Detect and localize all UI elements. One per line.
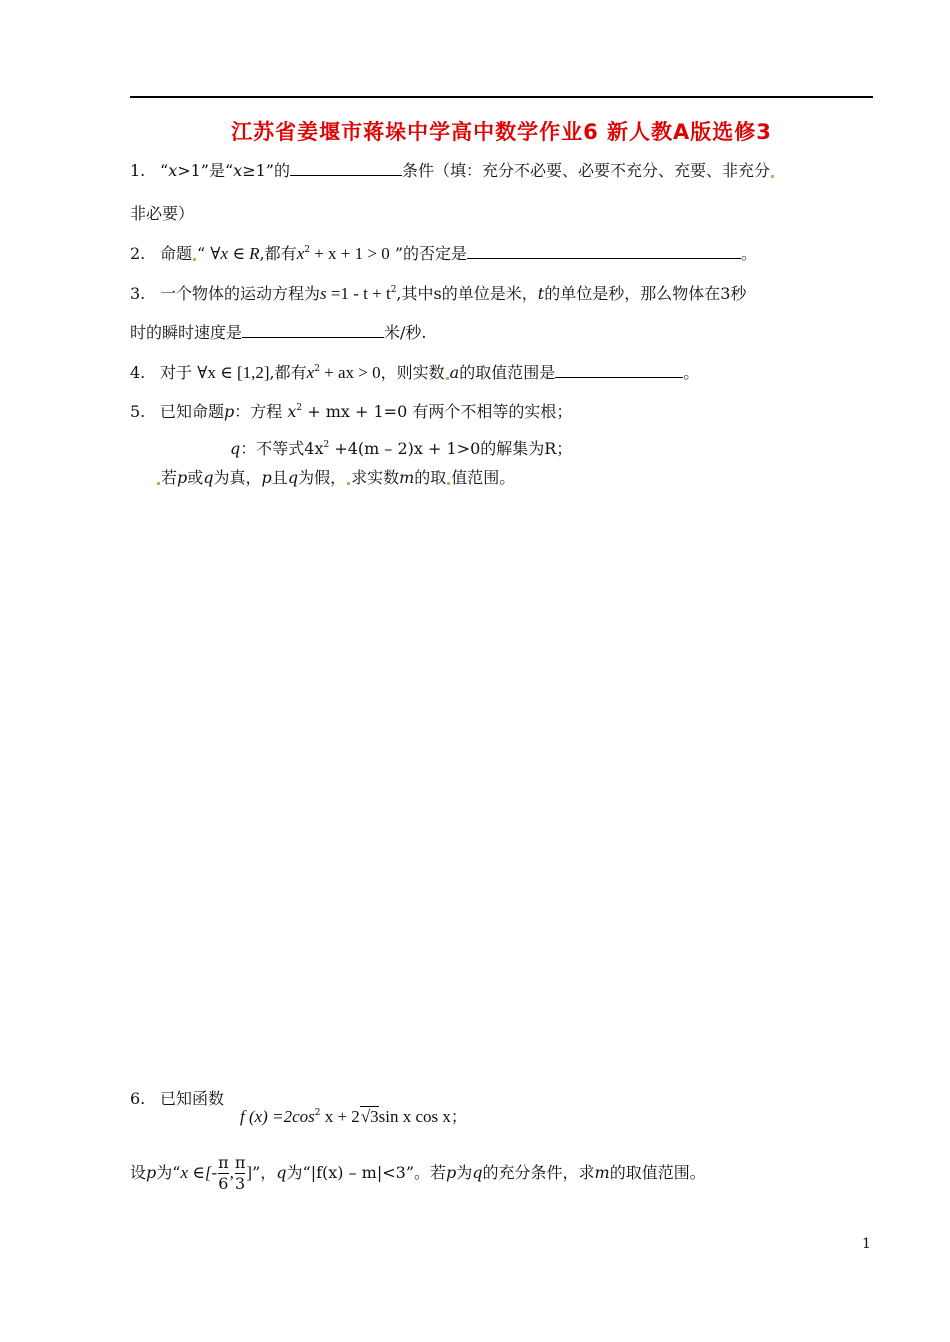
question-number: 5. xyxy=(130,402,146,421)
page-number: 1 xyxy=(862,1236,871,1252)
question-1-continued: 非必要） xyxy=(130,204,195,223)
fraction-pi-over-6: $\frac{\pi}{6}$ xyxy=(218,1153,229,1193)
question-5: 5. 已知命题p：方程 $x^2$ + mx + 1=0 有两个不相等的实根； xyxy=(130,402,573,421)
question-5-task: 若p或q为真，p且q为假， 求实数m的取 值范围。 xyxy=(156,467,515,489)
marker-dot xyxy=(347,482,350,485)
question-number: 3. xyxy=(130,284,146,303)
question-6: 6. 已知函数 xyxy=(130,1089,225,1108)
question-4: 4. 对于 ∀x ∈ [1,2],都有$x^2$ + ax > 0，则实数 a的取值范围是 。 xyxy=(130,363,700,382)
question-3: 3. 一个物体的运动方程为$s =1 - t + t^2$,其中s的单位是米，t的单位是秒，那么物体在3秒 xyxy=(130,284,747,303)
marker-dot xyxy=(157,482,160,485)
sqrt-symbol: √3 xyxy=(360,1107,379,1126)
marker-dot xyxy=(193,258,196,261)
question-number: 2. xyxy=(130,244,146,263)
answer-blank[interactable] xyxy=(290,160,402,176)
marker-dot xyxy=(446,377,449,380)
marker-dot xyxy=(771,175,774,178)
header-rule xyxy=(130,96,873,98)
question-3-continued: 时的瞬时速度是 米/秒. xyxy=(130,323,427,342)
question-1: 1. “x>1”是“x≥1”的 条件（填：充分不必要、必要不充分、充要、非充分 xyxy=(130,160,775,182)
answer-blank[interactable] xyxy=(467,243,741,259)
question-number: 4. xyxy=(130,363,146,382)
question-number: 1. xyxy=(130,161,146,180)
answer-blank[interactable] xyxy=(242,322,384,338)
marker-dot xyxy=(447,482,450,485)
fraction-pi-over-3: $\frac{\pi}{3}$ xyxy=(234,1153,246,1193)
question-5-condition-q: q：不等式$4x^2 +4(m - 2)x + 1>0$的解集为R； xyxy=(230,439,573,458)
question-2: 2. 命题 “ ∀x ∈ R,都有$x^2 + x + 1 > 0$ ”的否定是 。 xyxy=(130,244,758,263)
document-title: 江苏省姜堰市蒋垛中学高中数学作业6 新人教A版选修3 xyxy=(231,120,772,144)
question-6-function: f $(x) =2\cos^2$ x + 2√3sin x cos x； xyxy=(240,1107,467,1126)
question-6-task: 设p为“x ∈[- $\frac{\pi}{6}$ , $\frac{\pi}{3}$ ]”，q为“|f(x) – m|<3”。若p为q的充分条件，求m的取值范围。 xyxy=(130,1153,706,1193)
question-number: 6. xyxy=(130,1089,146,1108)
answer-blank[interactable] xyxy=(555,362,683,378)
